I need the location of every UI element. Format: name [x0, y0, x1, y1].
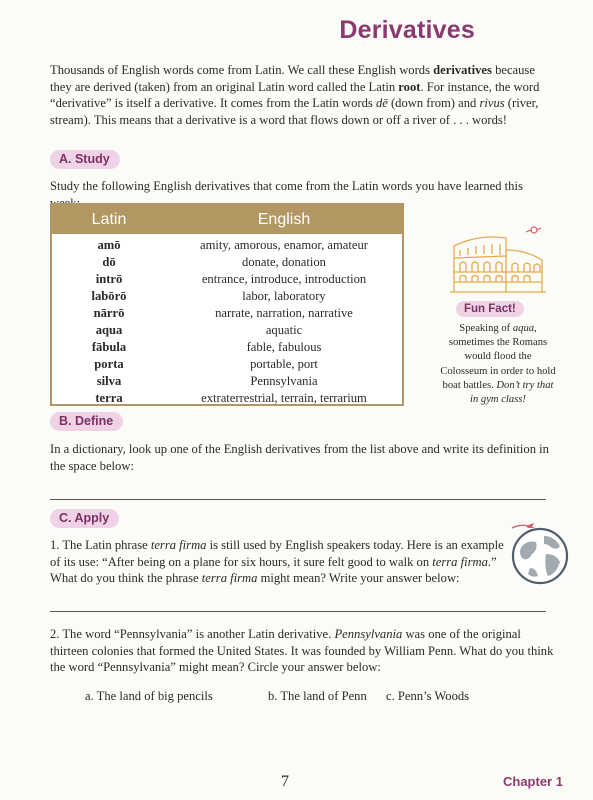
colosseum-icon	[448, 220, 548, 300]
header-latin: Latin	[91, 210, 127, 228]
apply-question-1: 1. The Latin phrase terra firma is still used by English speakers today. Here is an example of its use: “After being on a plane for six hours, it sure felt good to walk on terra firma.” What do you think the phrase terra firma might mean? Write your answer below:	[50, 538, 504, 586]
table-row	[52, 373, 402, 390]
page-number: 7	[281, 773, 289, 790]
table-row	[52, 271, 402, 288]
table-row	[52, 356, 402, 373]
answer-choice-c[interactable]: c. Penn’s Woods	[386, 689, 470, 703]
english-derivatives: portable, port	[250, 357, 318, 371]
intro-paragraph: Thousands of English words come from Latin. We call these English words derivatives because they are derived (taken) from an original Latin word called the Latin root. For instance, the word “derivative” is itself a derivative. It comes from the Latin words dē (down from) and rivus (river, stream). This means that a derivative is a word that flows down or off a river of . . . words!	[50, 63, 540, 128]
answer-line-apply[interactable]	[50, 611, 546, 612]
latin-word: fābula	[91, 340, 127, 354]
latin-word: terra	[95, 391, 123, 405]
study-instruction: Study the following English derivatives that come from the Latin words you have learned this	[50, 179, 523, 193]
latin-word: labōrō	[91, 289, 127, 303]
apply-question-2: 2. The word “Pennsylvania” is another Latin derivative. Pennsylvania was one of the original thirteen colonies that formed the United States. It was founded by William Penn. What do you think the word “Pennsylvania” might mean? Circle your answer below:	[50, 627, 554, 675]
table-row	[52, 322, 402, 339]
fun-fact-text: Speaking of aqua, sometimes the Romans would flood the Colosseum in order to hold boat battles. Don’t try that in gym class!	[440, 323, 556, 406]
table-body	[52, 234, 402, 407]
table-row	[52, 288, 402, 305]
chapter-label: Chapter 1	[503, 774, 563, 789]
fun-fact-label: Fun Fact!	[456, 301, 524, 317]
section-a-label: A. Study	[50, 150, 120, 169]
bold-term-root: root	[398, 79, 421, 94]
table-row	[52, 237, 402, 254]
english-derivatives: donate, donation	[242, 255, 326, 269]
english-derivatives: Pennsylvania	[250, 374, 318, 388]
english-derivatives: labor, laboratory	[242, 289, 326, 303]
english-derivatives: extraterrestrial, terrain, terrarium	[201, 391, 367, 405]
latin-word: aqua	[95, 323, 123, 337]
header-english: English	[257, 210, 311, 228]
page-title: Derivatives	[339, 16, 475, 44]
latin-word: nārrō	[93, 306, 125, 320]
latin-word: dō	[102, 255, 116, 269]
section-b-label: B. Define	[50, 412, 123, 431]
english-derivatives: fable, fabulous	[246, 340, 322, 354]
latin-word: amō	[97, 238, 121, 252]
english-derivatives: aquatic	[265, 323, 303, 337]
english-derivatives: entrance, introduce, introduction	[201, 272, 367, 286]
latin-word: porta	[94, 357, 124, 371]
latin-word: intrō	[95, 272, 123, 286]
table-row	[52, 254, 402, 271]
table-row	[52, 339, 402, 356]
answer-choice-b[interactable]: b. The land of Penn	[268, 689, 367, 703]
english-derivatives: amity, amorous, enamor, amateur	[200, 238, 368, 252]
table-row	[52, 305, 402, 322]
answer-choice-a[interactable]: a. The land of big pencils	[85, 689, 213, 703]
define-instruction: In a dictionary, look up one of the English derivatives from the list above and write its definition in the space below:	[50, 442, 549, 473]
bold-term-derivatives: derivatives	[433, 63, 492, 77]
answer-line-define[interactable]	[50, 499, 546, 500]
english-derivatives: narrate, narration, narrative	[215, 306, 353, 320]
latin-word: silva	[96, 374, 122, 388]
derivatives-table	[50, 203, 404, 406]
table-row	[52, 390, 402, 407]
globe-airplane-icon	[508, 520, 570, 586]
section-c-label: C. Apply	[50, 509, 119, 528]
table-header	[52, 205, 402, 234]
